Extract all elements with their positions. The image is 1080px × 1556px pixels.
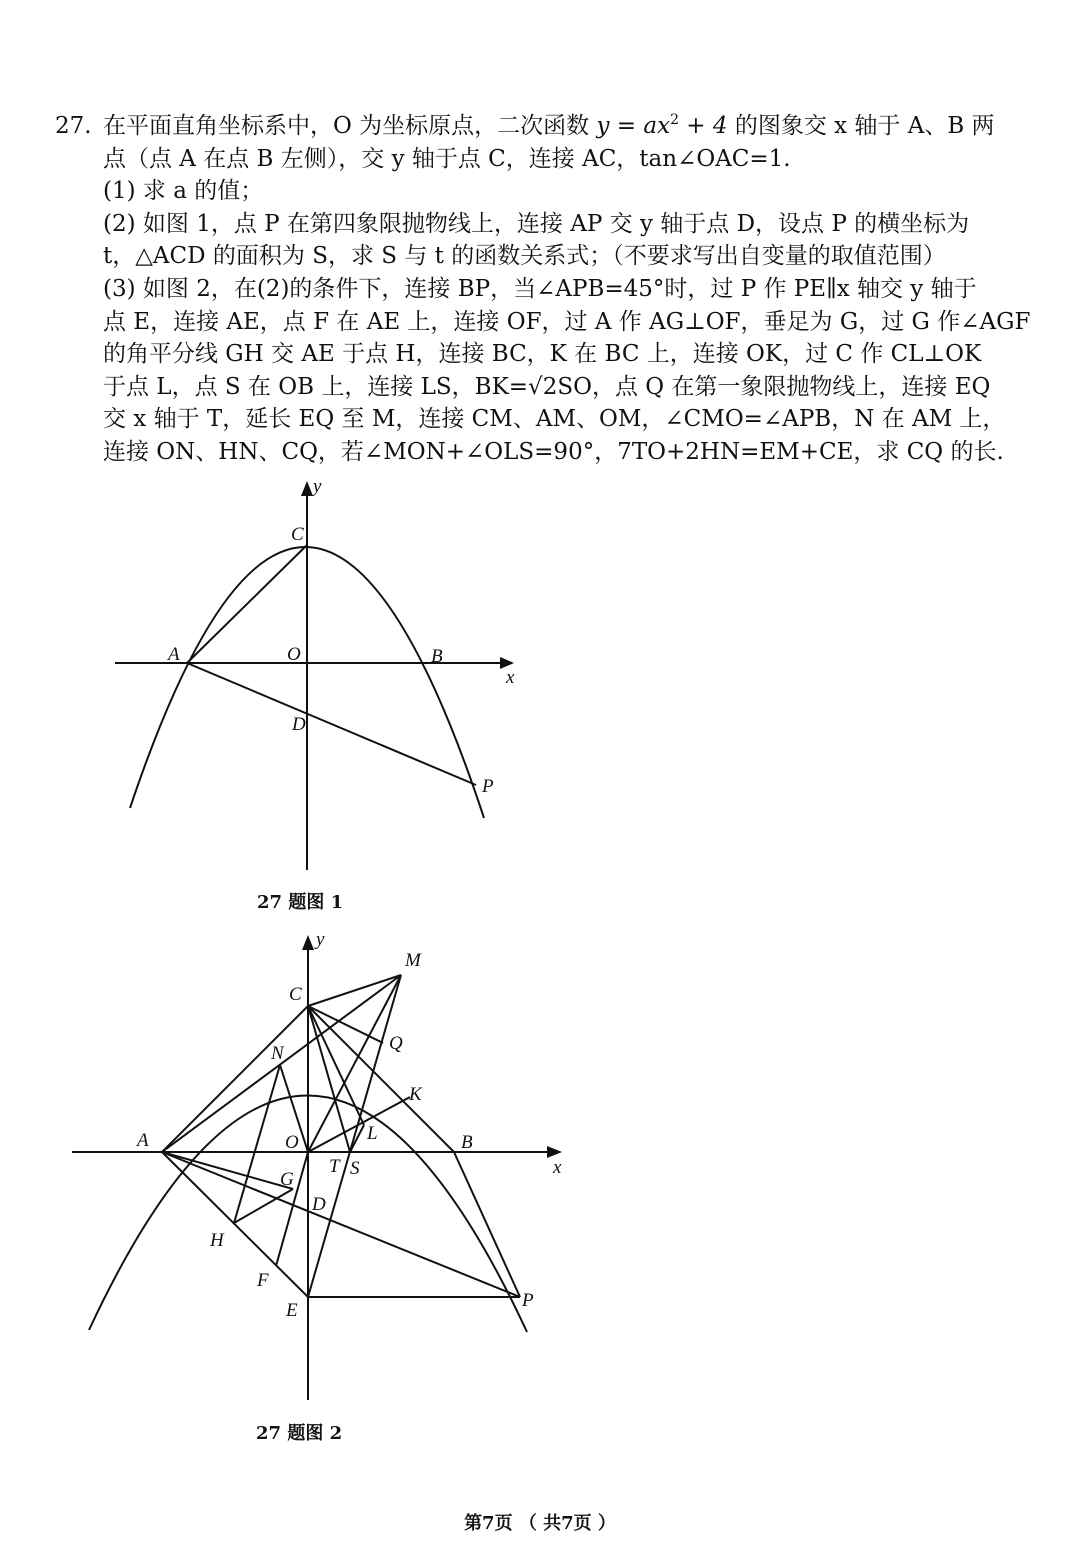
- label-A: A: [137, 1130, 149, 1151]
- page-footer: 第7页 （ 共7页 ）: [464, 1513, 616, 1534]
- label-B: B: [431, 646, 443, 667]
- problem-line-1: 27. 在平面直角坐标系中，O 为坐标原点，二次函数 $y = ax^2 + 4$ 的图象交 x 轴于 A、B 两: [55, 104, 1015, 143]
- part-3-line-4: 于点 L，点 S 在 OB 上，连接 LS，BK=√2SO，点 Q 在第一象限抛物线上，连接 EQ: [103, 373, 991, 400]
- part-2-line-2: t，△ACD 的面积为 S，求 S 与 t 的函数关系式；（不要求写出自变量的取值范围）: [103, 243, 946, 270]
- label-O: O: [287, 644, 301, 665]
- label-A: A: [168, 644, 180, 665]
- segment-AC: [162, 1006, 308, 1152]
- label-x: x: [506, 667, 515, 688]
- part-3-line-3: 的角平分线 GH 交 AE 于点 H，连接 BC，K 在 BC 上，连接 OK，过 C 作 CL⊥OK: [103, 341, 982, 368]
- label-M: M: [405, 950, 421, 971]
- label-C: C: [291, 524, 304, 545]
- quadratic-formula: $y = ax^2 + 4$: [596, 112, 728, 139]
- label-S: S: [350, 1158, 360, 1179]
- label-E: E: [286, 1300, 298, 1321]
- label-L: L: [367, 1123, 378, 1144]
- part-3-line-5: 交 x 轴于 T，延长 EQ 至 M，连接 CM、AM、OM，∠CMO=∠APB，N 在 AM 上，: [103, 406, 1006, 433]
- label-T: T: [329, 1156, 340, 1177]
- part-3-line-1: (3) 如图 2，在(2)的条件下，连接 BP，当∠APB=45°时，过 P 作 PE∥x 轴交 y 轴于: [103, 275, 977, 302]
- label-D: D: [312, 1194, 326, 1215]
- label-H: H: [210, 1230, 224, 1251]
- part-3-line-2: 点 E，连接 AE，点 F 在 AE 上，连接 OF，过 A 作 AG⊥OF，垂足为 G，过 G 作∠AGF: [103, 308, 1031, 335]
- segment-EM: [308, 975, 401, 1297]
- part-1: (1) 求 a 的值；: [103, 178, 264, 205]
- segment-CQ: [308, 1006, 383, 1043]
- label-K: K: [409, 1084, 422, 1105]
- segment-AP: [162, 1152, 520, 1297]
- label-O: O: [285, 1132, 299, 1153]
- problem-line-2: 点（点 A 在点 B 左侧），交 y 轴于点 C，连接 AC，tan∠OAC=1.: [103, 145, 791, 172]
- label-P: P: [522, 1290, 534, 1311]
- label-Q: Q: [389, 1033, 403, 1054]
- label-P: P: [482, 776, 494, 797]
- problem-number: 27.: [55, 113, 92, 139]
- figure-1-caption: 27 题图 1: [257, 892, 344, 913]
- segment-HN: [234, 1065, 280, 1223]
- part-3-line-6: 连接 ON、HN、CQ，若∠MON+∠OLS=90°，7TO+2HN=EM+CE，求 CQ 的长.: [103, 438, 1004, 465]
- label-N: N: [271, 1043, 284, 1064]
- figure-2-caption: 27 题图 2: [256, 1423, 343, 1444]
- label-y: y: [316, 929, 325, 950]
- label-G: G: [280, 1169, 294, 1190]
- label-x: x: [553, 1157, 562, 1178]
- label-y: y: [313, 476, 322, 497]
- label-F: F: [257, 1270, 269, 1291]
- label-D: D: [292, 714, 306, 735]
- y-axis-arrow-icon: [302, 935, 314, 950]
- label-C: C: [289, 984, 302, 1005]
- part-2-line-1: (2) 如图 1，点 P 在第四象限抛物线上，连接 AP 交 y 轴于点 D，设点 P 的横坐标为: [103, 210, 970, 237]
- label-B: B: [461, 1132, 473, 1153]
